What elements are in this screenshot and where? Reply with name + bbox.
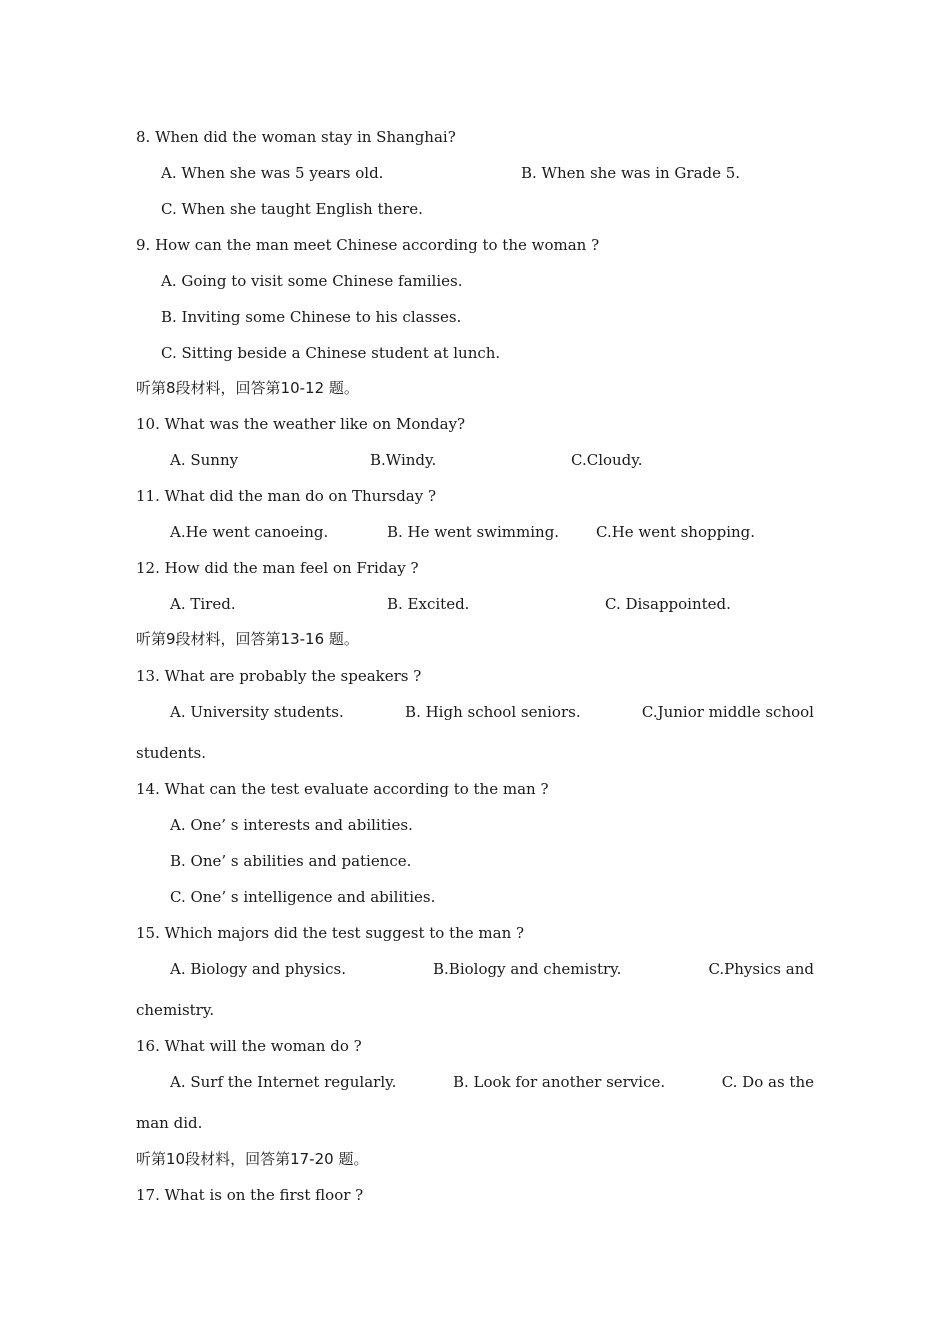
question-8-option-b: B. When she was in Grade 5. [521, 164, 741, 182]
question-15-option-b: B.Biology and chemistry. [433, 960, 622, 978]
question-16-option-c-continued: man did. [136, 1114, 203, 1132]
question-15-stem: 15. Which majors did the test suggest to the man ? [136, 924, 525, 942]
question-13-stem: 13. What are probably the speakers ? [136, 667, 422, 685]
question-15-options-row [170, 959, 814, 979]
question-14-option-c: C. One’ s intelligence and abilities. [170, 888, 436, 906]
question-16-options-row [170, 1072, 814, 1092]
question-9-option-a: A. Going to visit some Chinese families. [161, 272, 463, 290]
question-11-option-b: B. He went swimming. [387, 523, 560, 541]
question-12-option-a: A. Tired. [170, 595, 236, 613]
question-11-option-c: C.He went shopping. [596, 523, 756, 541]
question-16-stem: 16. What will the woman do ? [136, 1037, 362, 1055]
question-8-option-c: C. When she taught English there. [161, 200, 423, 218]
question-15-option-c: C.Physics and [708, 960, 814, 978]
question-16-option-a: A. Surf the Internet regularly. [170, 1073, 397, 1091]
question-10-option-c: C.Cloudy. [571, 451, 643, 469]
question-13-option-c-continued: students. [136, 744, 207, 762]
question-14-option-a: A. One’ s interests and abilities. [170, 816, 413, 834]
question-16-option-c: C. Do as the [721, 1073, 814, 1091]
question-11-option-a: A.He went canoeing. [170, 523, 329, 541]
question-10-option-a: A. Sunny [170, 451, 239, 469]
question-8-option-a: A. When she was 5 years old. [161, 164, 384, 182]
section-9-heading: 听第9段材料，回答第13-16 题。 [136, 630, 359, 648]
question-13-option-a: A. University students. [170, 703, 344, 721]
question-12-option-b: B. Excited. [387, 595, 470, 613]
question-15-option-c-continued: chemistry. [136, 1001, 215, 1019]
question-13-options-row [170, 702, 814, 722]
section-10-heading: 听第10段材料，回答第17-20 题。 [136, 1150, 369, 1168]
question-16-option-b: B. Look for another service. [452, 1073, 666, 1091]
question-12-option-c: C. Disappointed. [605, 595, 731, 613]
section-8-heading: 听第8段材料，回答第10-12 题。 [136, 379, 359, 397]
question-14-option-b: B. One’ s abilities and patience. [170, 852, 412, 870]
question-10-stem: 10. What was the weather like on Monday? [136, 415, 466, 433]
question-9-stem: 9. How can the man meet Chinese according to the woman ? [136, 236, 600, 254]
question-12-stem: 12. How did the man feel on Friday ? [136, 559, 419, 577]
question-10-option-b: B.Windy. [370, 451, 437, 469]
question-15-option-a: A. Biology and physics. [170, 960, 346, 978]
question-13-option-c: C.Junior middle school [641, 703, 814, 721]
question-9-option-b: B. Inviting some Chinese to his classes. [161, 308, 462, 326]
question-11-stem: 11. What did the man do on Thursday ? [136, 487, 437, 505]
question-9-option-c: C. Sitting beside a Chinese student at lunch. [161, 344, 501, 362]
question-17-stem: 17. What is on the first floor ? [136, 1186, 364, 1204]
question-8-stem: 8. When did the woman stay in Shanghai? [136, 128, 456, 146]
question-14-stem: 14. What can the test evaluate according to the man ? [136, 780, 549, 798]
question-13-option-b: B. High school seniors. [405, 703, 581, 721]
